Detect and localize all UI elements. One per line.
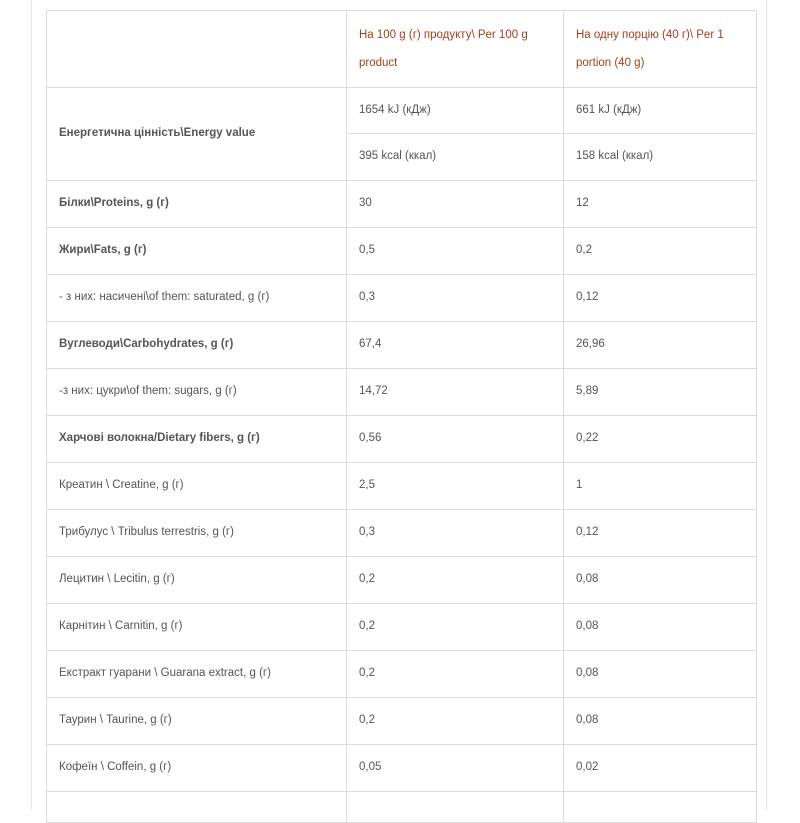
nutrient-label: Кофеїн \ Coffein, g (г) [47, 745, 347, 792]
table-row [47, 604, 757, 651]
nutrient-per-portion: 0,08 [564, 604, 757, 651]
table-row [47, 557, 757, 604]
empty-cell [47, 792, 347, 823]
energy-label: Енергетична цінність\Energy value [47, 88, 347, 181]
empty-cell [564, 792, 757, 823]
energy-kcal-per-100g: 395 kcal (ккал) [347, 134, 564, 181]
nutrient-per-portion: 0,08 [564, 698, 757, 745]
nutrient-label: Вуглеводи\Carbohydrates, g (г) [47, 322, 347, 369]
nutrient-label: Харчові волокна/Dietary fibers, g (г) [47, 416, 347, 463]
nutrient-per-100g: 0,56 [347, 416, 564, 463]
nutrient-label: Екстракт гуарани \ Guarana extract, g (г) [47, 651, 347, 698]
nutrient-per-portion: 0,12 [564, 275, 757, 322]
nutrient-label: - з них: насичені\of them: saturated, g (г) [47, 275, 347, 322]
table-row [47, 698, 757, 745]
nutrient-per-portion: 0,08 [564, 651, 757, 698]
nutrient-label: Лецитин \ Lecitin, g (г) [47, 557, 347, 604]
energy-row-kj [47, 88, 757, 134]
nutrient-per-portion: 0,22 [564, 416, 757, 463]
nutrient-per-100g: 67,4 [347, 322, 564, 369]
nutrient-label: Креатин \ Creatine, g (г) [47, 463, 347, 510]
nutrient-per-100g: 2,5 [347, 463, 564, 510]
nutrient-per-portion: 0,2 [564, 228, 757, 275]
nutrient-label: -з них: цукри\of them: sugars, g (г) [47, 369, 347, 416]
nutrient-per-100g: 0,2 [347, 604, 564, 651]
nutrient-per-portion: 0,12 [564, 510, 757, 557]
nutrient-per-100g: 0,3 [347, 510, 564, 557]
nutrient-per-portion: 12 [564, 181, 757, 228]
energy-kcal-per-portion: 158 kcal (ккал) [564, 134, 757, 181]
table-row [47, 228, 757, 275]
content-frame [31, 0, 767, 810]
table-row [47, 463, 757, 510]
header-empty-cell [47, 11, 347, 88]
nutrient-per-100g: 0,05 [347, 745, 564, 792]
table-row [47, 275, 757, 322]
nutrient-per-portion: 0,08 [564, 557, 757, 604]
table-row-partial [47, 792, 757, 823]
nutrient-label: Білки\Proteins, g (г) [47, 181, 347, 228]
nutrient-per-portion: 0,02 [564, 745, 757, 792]
table-row [47, 745, 757, 792]
nutrient-per-100g: 0,2 [347, 557, 564, 604]
table-header-row [47, 11, 757, 88]
nutrient-label: Жири\Fats, g (г) [47, 228, 347, 275]
table-row [47, 510, 757, 557]
nutrient-per-100g: 30 [347, 181, 564, 228]
nutrition-table [46, 10, 757, 823]
table-row [47, 322, 757, 369]
nutrient-per-100g: 0,3 [347, 275, 564, 322]
nutrient-label: Трибулус \ Tribulus terrestris, g (г) [47, 510, 347, 557]
nutrient-label: Таурин \ Taurine, g (г) [47, 698, 347, 745]
nutrient-per-100g: 14,72 [347, 369, 564, 416]
table-row [47, 651, 757, 698]
nutrient-per-portion: 26,96 [564, 322, 757, 369]
nutrient-per-100g: 0,5 [347, 228, 564, 275]
nutrient-per-portion: 5,89 [564, 369, 757, 416]
header-per-100g: На 100 g (г) продукту\ Per 100 g product [347, 11, 564, 88]
nutrient-per-100g: 0,2 [347, 651, 564, 698]
table-row [47, 369, 757, 416]
nutrient-per-portion: 1 [564, 463, 757, 510]
energy-kj-per-portion: 661 kJ (кДж) [564, 88, 757, 134]
header-per-portion: На одну порцію (40 г)\ Per 1 portion (40 g) [564, 11, 757, 88]
nutrient-per-100g: 0,2 [347, 698, 564, 745]
table-row [47, 416, 757, 463]
nutrient-label: Карнітин \ Carnitin, g (г) [47, 604, 347, 651]
empty-cell [347, 792, 564, 823]
energy-kj-per-100g: 1654 kJ (кДж) [347, 88, 564, 134]
table-row [47, 181, 757, 228]
